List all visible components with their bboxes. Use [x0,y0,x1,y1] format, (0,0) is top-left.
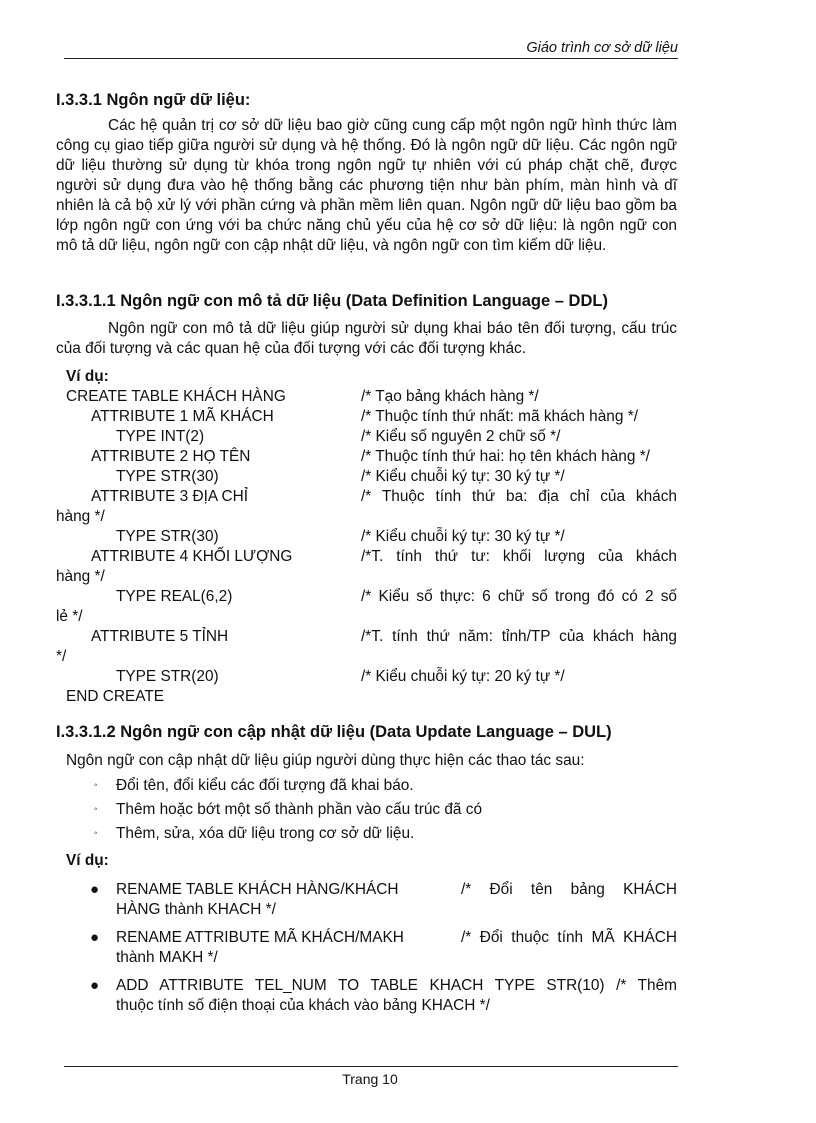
code-line: ATTRIBUTE 3 ĐỊA CHỈ [91,488,249,505]
bullet-icon: ● [90,929,100,946]
code-comment-continuation: lẻ */ [56,608,83,625]
code-comment-continuation: hàng */ [56,508,105,525]
bullet-icon: ● [90,881,100,898]
paragraph-ngon-ngu-du-lieu: Các hệ quản trị cơ sở dữ liệu bao giờ cũng cung cấp một ngôn ngữ hình thức làm công cụ giao tiếp giữa người sử dụng và hệ thống. Đó là ngôn ngữ dữ liệu. Các ngôn ngữ dữ liệu thường sử dụng từ khóa trong ngôn ngữ tự nhiên với cú pháp chặt chẽ, được người sử dụng đưa vào hệ thống bằng các phương tiện như bàn phím, màn hình và dĩ nhiên là cả bộ xử lý với phần cứng và phần mềm liên quan. Ngôn ngữ dữ liệu bao gồm ba lớp ngôn ngữ con ứng với ba chức năng chủ yếu của hệ cơ sở dữ liệu: là ngôn ngữ con mô tả dữ liệu, ngôn ngữ con cập nhật dữ liệu, và ngôn ngữ con tìm kiếm dữ liệu. [56,117,677,254]
heading-ddl: I.3.3.1.1 Ngôn ngữ con mô tả dữ liệu (Data Definition Language – DDL) [56,292,608,310]
code-comment: /*T. tính thứ tư: khối lượng của khách [361,548,677,565]
example-continuation: thuộc tính số điện thoại của khách vào bảng KHACH */ [116,997,490,1014]
code-comment: /* Thuộc tính thứ nhất: mã khách hàng */ [361,408,638,425]
example-continuation: thành MAKH */ [116,949,218,966]
code-comment-continuation: */ [56,648,67,665]
code-comment: /*T. tính thứ năm: tỉnh/TP của khách hàng [361,628,677,645]
code-comment: /* Tạo bảng khách hàng */ [361,388,539,405]
code-line: TYPE STR(30) [116,528,219,545]
code-line: TYPE STR(20) [116,668,219,685]
code-comment: /* Thuộc tính thứ hai: họ tên khách hàng */ [361,448,650,465]
example-code: RENAME TABLE KHÁCH HÀNG/KHÁCH [116,881,399,898]
paragraph-dul-intro: Ngôn ngữ con cập nhật dữ liệu giúp người dùng thực hiện các thao tác sau: [66,752,585,769]
list-item: Đổi tên, đổi kiểu các đối tượng đã khai báo. [116,777,414,794]
code-line: CREATE TABLE KHÁCH HÀNG [66,388,286,405]
code-line: ATTRIBUTE 1 MÃ KHÁCH [91,408,274,425]
paragraph-ddl: Ngôn ngữ con mô tả dữ liệu giúp người sử dụng khai báo tên đối tượng, cấu trúc của đối tượng và các quan hệ của đối tượng với các đối tượng khác. [56,320,677,357]
square-bullet-icon: ◦ [94,828,98,839]
example-label-dul: Ví dụ: [66,852,109,869]
header-rule [64,58,678,59]
list-item: Thêm, sửa, xóa dữ liệu trong cơ sở dữ liệu. [116,825,415,842]
code-comment-continuation: hàng */ [56,568,105,585]
page-header-title: Giáo trình cơ sở dữ liệu [526,40,678,56]
heading-ngon-ngu-du-lieu: I.3.3.1 Ngôn ngữ dữ liệu: [56,91,251,109]
example-label-ddl: Ví dụ: [66,368,109,385]
heading-dul: I.3.3.1.2 Ngôn ngữ con cập nhật dữ liệu (Data Update Language – DUL) [56,723,612,741]
bullet-icon: ● [90,977,100,994]
code-line: TYPE INT(2) [116,428,205,445]
example-code: ADD ATTRIBUTE TEL_NUM TO TABLE KHACH TYPE STR(10) /* Thêm [116,977,677,994]
code-comment: /* Kiểu chuỗi ký tự: 30 ký tự */ [361,528,565,545]
example-continuation: HÀNG thành KHACH */ [116,901,276,918]
example-comment: /* Đổi tên bảng KHÁCH [461,881,677,898]
code-comment: /* Kiểu số nguyên 2 chữ số */ [361,428,561,445]
footer-rule [64,1066,678,1067]
code-comment: /* Thuộc tính thứ ba: địa chỉ của khách [361,488,677,505]
code-line: ATTRIBUTE 2 HỌ TÊN [91,448,251,465]
code-comment: /* Kiểu số thực: 6 chữ số trong đó có 2 số [361,588,677,605]
example-code: RENAME ATTRIBUTE MÃ KHÁCH/MAKH [116,929,404,946]
square-bullet-icon: ◦ [94,804,98,815]
list-item: Thêm hoặc bớt một số thành phần vào cấu trúc đã có [116,801,483,818]
code-line: END CREATE [66,688,165,705]
example-comment: /* Đổi thuộc tính MÃ KHÁCH [461,929,677,946]
code-comment: /* Kiểu chuỗi ký tự: 30 ký tự */ [361,468,565,485]
square-bullet-icon: ◦ [94,780,98,791]
code-line: ATTRIBUTE 4 KHỐI LƯỢNG [91,548,293,565]
code-line: ATTRIBUTE 5 TỈNH [91,628,229,645]
code-line: TYPE STR(30) [116,468,219,485]
page-number: Trang 10 [342,1071,398,1087]
code-comment: /* Kiểu chuỗi ký tự: 20 ký tự */ [361,668,565,685]
code-line: TYPE REAL(6,2) [116,588,233,605]
